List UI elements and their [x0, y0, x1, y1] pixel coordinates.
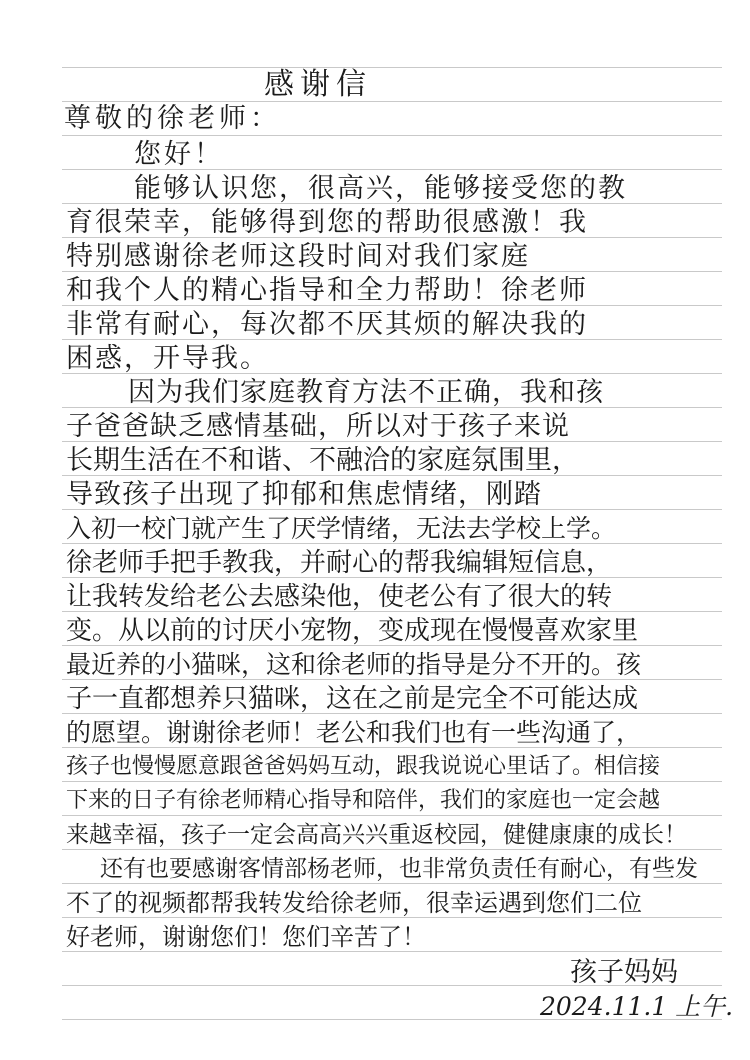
letter-line: 和我个人的精心指导和全力帮助！徐老师 [66, 275, 588, 306]
ruled-line [62, 67, 722, 68]
letter-line: 能够认识您，很高兴，能够接受您的教 [134, 173, 627, 204]
letter-greeting: 您好！ [134, 139, 224, 170]
ruled-line [62, 101, 722, 102]
letter-line: 最近养的小猫咪，这和徐老师的指导是分不开的。孩 [66, 650, 642, 679]
letter-line: 下来的日子有徐老师精心指导和陪伴，我们的家庭也一定会越 [66, 788, 661, 813]
letter-line: 导致孩子出现了抑郁和焦虑情绪，刚踏 [66, 479, 542, 510]
signature: 孩子妈妈 [570, 957, 678, 988]
letter-line: 入初一校门就产生了厌学情绪，无法去学校上学。 [66, 514, 617, 543]
letter-line: 子爸爸缺乏感情基础，所以对于孩子来说 [66, 411, 570, 442]
ruled-line [62, 135, 722, 136]
letter-line: 育很荣幸，能够得到您的帮助很感激！我 [66, 207, 588, 238]
letter-line: 徐老师手把手教我，并耐心的帮我编辑短信息， [66, 548, 613, 578]
letter-line: 让我转发给老公去感染他，使老公有了很大的转 [66, 582, 613, 612]
letter-line: 子一直都想养只猫咪，这在之前是完全不可能达成 [66, 684, 639, 714]
letter-line: 非常有耐心，每次都不厌其烦的解决我的 [66, 309, 588, 340]
letter-line: 因为我们家庭教育方法不正确，我和孩 [128, 377, 604, 408]
letter-line: 特别感谢徐老师这段时间对我们家庭 [66, 241, 530, 272]
letter-line: 还有也要感谢客情部杨老师，也非常负责任有耐心，有些发 [100, 856, 698, 882]
letter-line: 长期生活在不和谐、不融洽的家庭氛围里， [66, 445, 579, 476]
letter-title: 感谢信 [264, 67, 372, 102]
letter-line: 不了的视频都帮我转发给徐老师，很幸运遇到您们二位 [66, 889, 642, 917]
letter-salutation: 尊敬的徐老师： [64, 103, 281, 134]
letter-line: 的愿望。谢谢徐老师！老公和我们也有一些沟通了， [66, 718, 642, 747]
letter-line: 孩子也慢慢愿意跟爸爸妈妈互动，跟我说说心里话了。相信接 [66, 754, 661, 779]
letter-line: 好老师，谢谢您们！您们辛苦了！ [66, 923, 426, 951]
letter-line: 来越幸福，孩子一定会高高兴兴重返校园，健健康康的成长！ [66, 822, 687, 848]
letter-line: 变。从以前的讨厌小宠物，变成现在慢慢喜欢家里 [66, 616, 639, 646]
letter-line: 困惑，开导我。 [66, 343, 269, 374]
letter-date: 2024.11.1 上午. [540, 992, 734, 1021]
